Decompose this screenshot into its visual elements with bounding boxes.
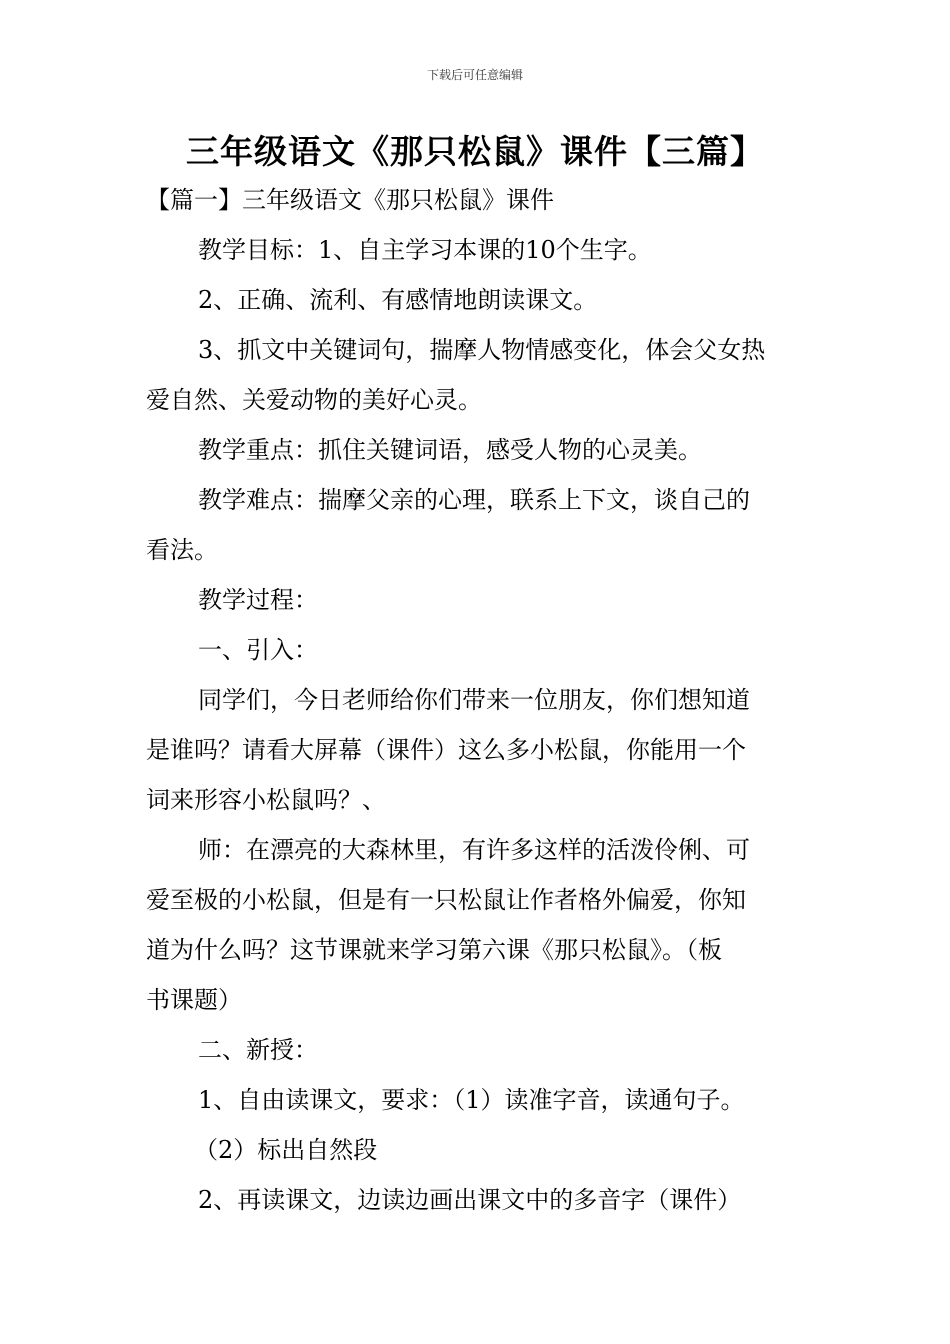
paragraph-line: 同学们，今日老师给你们带来一位朋友，你们想知道 bbox=[198, 686, 750, 714]
paragraph-line: 教学重点：抓住关键词语，感受人物的心灵美。 bbox=[198, 436, 702, 464]
paragraph-line: 教学过程： bbox=[198, 586, 318, 614]
paragraph-line: 词来形容小松鼠吗？、 bbox=[146, 786, 386, 814]
document-title: 三年级语文《那只松鼠》课件【三篇】 bbox=[186, 132, 764, 171]
paragraph-line: （2）标出自然段 bbox=[194, 1136, 378, 1164]
paragraph-line: 看法。 bbox=[146, 536, 218, 564]
paragraph-line: 爱自然、关爱动物的美好心灵。 bbox=[146, 386, 482, 414]
paragraph-line: 3、抓文中关键词句，揣摩人物情感变化，体会父女热 bbox=[198, 336, 766, 364]
document-body bbox=[146, 175, 806, 1225]
paragraph-line: 教学难点：揣摩父亲的心理，联系上下文，谈自己的 bbox=[198, 486, 750, 514]
paragraph-line: 2、正确、流利、有感情地朗读课文。 bbox=[198, 286, 598, 314]
paragraph-line: 一、引入： bbox=[198, 636, 318, 664]
paragraph-line: 教学目标：1、自主学习本课的10个生字。 bbox=[198, 236, 652, 264]
paragraph-line: 是谁吗？请看大屏幕（课件）这么多小松鼠，你能用一个 bbox=[146, 736, 746, 764]
paragraph-line: 2、再读课文，边读边画出课文中的多音字（课件） bbox=[198, 1186, 742, 1214]
paragraph-line: 道为什么吗？这节课就来学习第六课《那只松鼠》。（板 bbox=[146, 936, 722, 964]
paragraph-line: 1、自由读课文，要求：（1）读准字音，读通句子。 bbox=[198, 1086, 745, 1114]
paragraph-line: 爱至极的小松鼠，但是有一只松鼠让作者格外偏爱，你知 bbox=[146, 886, 746, 914]
paragraph-line: 师：在漂亮的大森林里，有许多这样的活泼伶俐、可 bbox=[198, 836, 750, 864]
header-note: 下载后可任意编辑 bbox=[426, 68, 523, 82]
paragraph-line: 书课题） bbox=[146, 986, 242, 1014]
section-heading: 【篇一】三年级语文《那只松鼠》课件 bbox=[146, 186, 554, 214]
paragraph-line: 二、新授： bbox=[198, 1036, 318, 1064]
